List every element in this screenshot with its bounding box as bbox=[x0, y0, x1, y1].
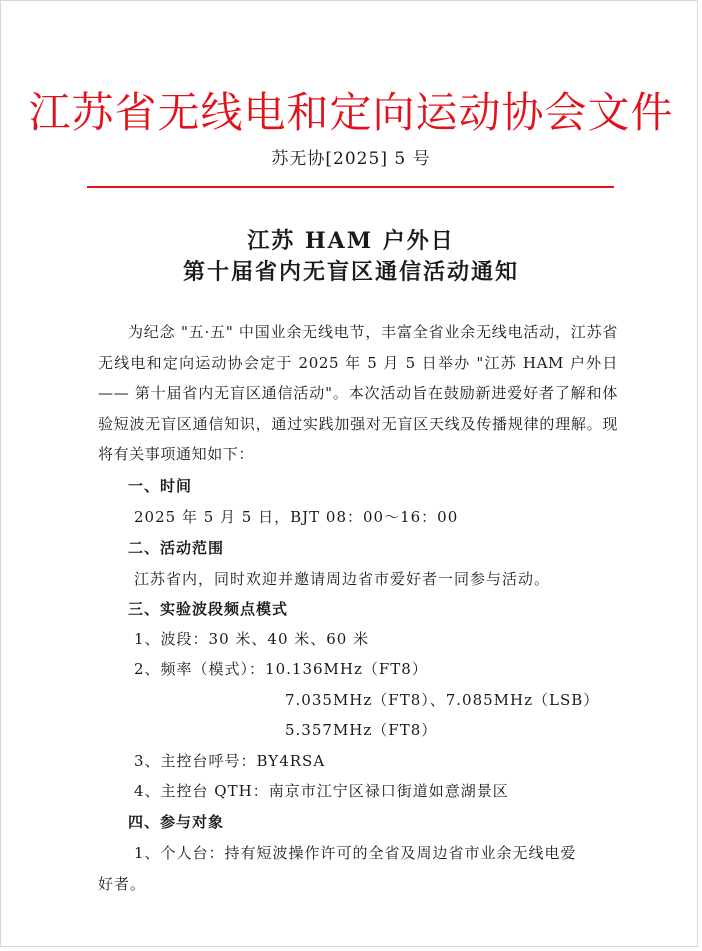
org-title: 江苏省无线电和定向运动协会文件 bbox=[28, 88, 674, 137]
intro-paragraph: 为纪念 "五·五" 中国业余无线电节，丰富全省业余无线电活动，江苏省无线电和定向运动协会定于 2025 年 5 月 5 日举办 "江苏 HAM 户外日 —— 第十届省内无盲区通信活动"。本次活动旨在鼓励新进爱好者了解和体验短波无盲区通信知识，通过实践加强对无盲区天线及传播规律的理解。现将有关事项通知如下： bbox=[98, 323, 618, 463]
band-item-2-line2: 7.035MHz（FT8）、7.085MHz（LSB） bbox=[285, 691, 600, 709]
header-red-rule bbox=[87, 186, 614, 188]
band-item-2-line3: 5.357MHz（FT8） bbox=[285, 721, 438, 739]
section-heading-scope: 二、活动范围 bbox=[128, 539, 225, 557]
section-heading-participants: 四、参与对象 bbox=[128, 813, 225, 831]
band-item-4: 4、主控台 QTH：南京市江宁区禄口街道如意湖景区 bbox=[134, 782, 509, 800]
band-item-2: 2、频率（模式）：10.136MHz（FT8） bbox=[134, 660, 428, 678]
document-number: 苏无协[2025] 5 号 bbox=[271, 149, 431, 169]
scope-content: 江苏省内，同时欢迎并邀请周边省市爱好者一同参与活动。 bbox=[134, 570, 551, 588]
participants-item-1-cont: 好者。 bbox=[98, 875, 147, 893]
band-item-3: 3、主控台呼号：BY4RSA bbox=[134, 752, 326, 770]
section-heading-time: 一、时间 bbox=[128, 477, 193, 495]
notice-title-line1: 江苏 HAM 户外日 bbox=[247, 228, 455, 254]
participants-item-1: 1、个人台：持有短波操作许可的全省及周边省市业余无线电爱 bbox=[134, 844, 577, 862]
band-item-1: 1、波段：30 米、40 米、60 米 bbox=[134, 630, 370, 648]
section-heading-band: 三、实验波段频点模式 bbox=[128, 600, 289, 618]
time-content: 2025 年 5 月 5 日，BJT 08：00～16：00 bbox=[134, 508, 459, 526]
notice-title-line2: 第十届省内无盲区通信活动通知 bbox=[182, 259, 519, 285]
